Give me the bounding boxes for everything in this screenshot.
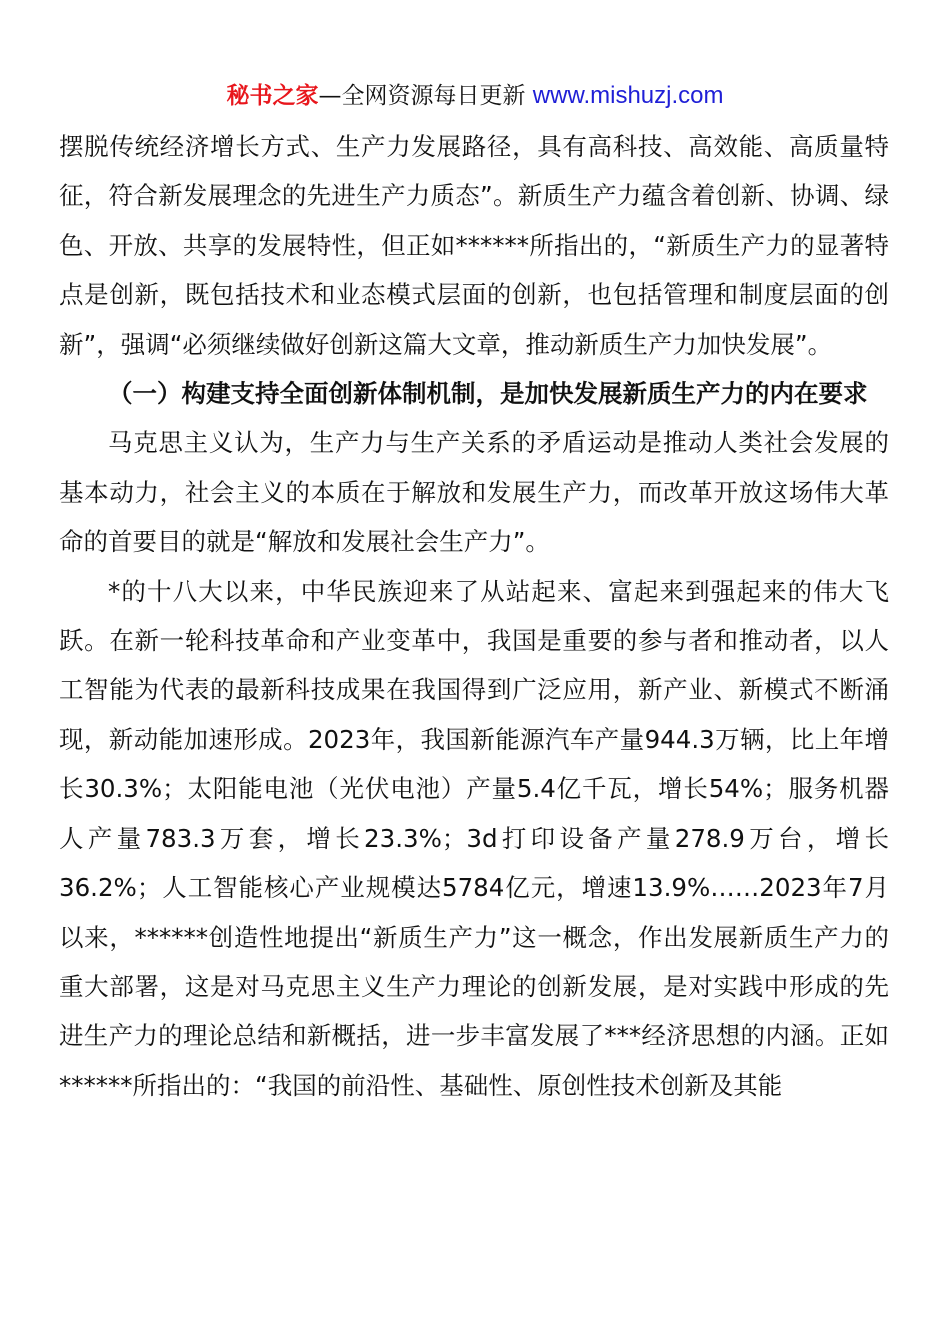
brand-name: 秘书之家 (226, 83, 319, 109)
site-url-link[interactable]: www.mishuzj.com (532, 82, 724, 109)
paragraph-marxism: 马克思主义认为，生产力与生产关系的矛盾运动是推动人类社会发展的基本动力，社会主义的本质在于解放和发展生产力，而改革开放这场伟大革命的首要目的就是“解放和发展社会生产力”。 (59, 428, 889, 557)
document-body (59, 122, 889, 1110)
site-header (0, 80, 950, 112)
paragraph-achievements: *的十八大以来，中华民族迎来了从站起来、富起来到强起来的伟大飞跃。在新一轮科技革命和产业变革中，我国是重要的参与者和推动者，以人工智能为代表的最新科技成果在我国得到广泛应用，新产业、新模式不断涌现，新动能加速形成。2023年，我国新能源汽车产量944.3万辆，比上年增长30.3%；太阳能电池（光伏电池）产量5.4亿千瓦，增长54%；服务机器人产量783.3万套，增长23.3%；3d打印设备产量278.9万台，增长36.2%；人工智能核心产业规模达5784亿元，增速13.9%……2023年7月以来，******创造性地提出“新质生产力”这一概念，作出发展新质生产力的重大部署，这是对马克思主义生产力理论的创新发展，是对实践中形成的先进生产力的理论总结和新概括，进一步丰富发展了***经济思想的内涵。正如******所指出的：“我国的前沿性、基础性、原创性技术创新及其能 (59, 576, 889, 1100)
header-slogan: —全网资源每日更新 (318, 83, 526, 109)
paragraph-continued: 摆脱传统经济增长方式、生产力发展路径，具有高科技、高效能、高质量特征，符合新发展理念的先进生产力质态”。新质生产力蕴含着创新、协调、绿色、开放、共享的发展特性，但正如******所指出的，“新质生产力的显著特点是创新，既包括技术和业态模式层面的创新，也包括管理和制度层面的创新”，强调“必须继续做好创新这篇大文章，推动新质生产力加快发展”。 (59, 132, 889, 359)
section-heading: （一）构建支持全面创新体制机制，是加快发展新质生产力的内在要求 (108, 379, 868, 409)
